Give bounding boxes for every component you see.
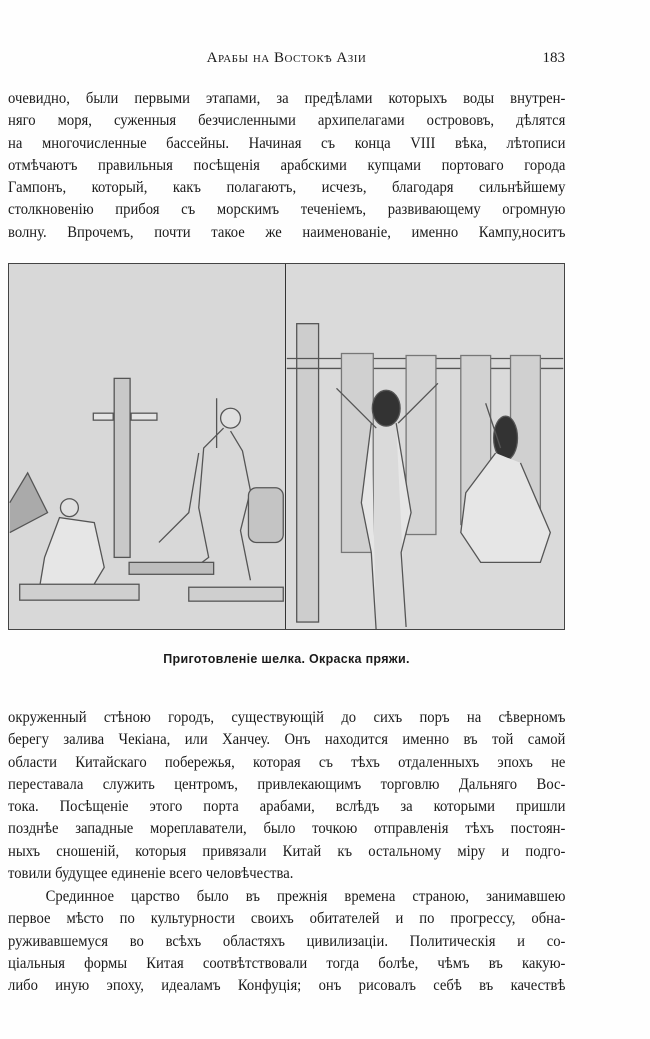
text-line: ныхъ сношеній, которыя привязали Китай къ остальному міру и подго- <box>8 842 566 860</box>
text-line: отмѣчаютъ правильныя посѣщенія арабскими купцами портоваго города <box>8 156 566 174</box>
text-line: руживавшемуся во всѣхъ областяхъ цивилизаціи. Политическія и со- <box>8 932 566 950</box>
text-line: Гампонъ, который, какъ полагаютъ, исчезъ, благодаря сильнѣйшему <box>8 179 566 197</box>
illustration-panel-silk-preparation <box>9 264 286 629</box>
text-line: переставала служить центромъ, привлекающимъ торговлю Дальняго Вос- <box>8 775 566 793</box>
illustration-panel-yarn-dyeing <box>286 264 564 629</box>
illustration-silk-dyeing <box>8 263 565 630</box>
text-line: позднѣе западные мореплаватели, было точкою отправленія тѣхъ постоян- <box>8 820 566 838</box>
text-line: очевидно, были первыми этапами, за предѣлами которыхъ воды внутрен- <box>8 90 566 107</box>
text-line: на многочисленные бассейны. Начиная съ конца VIII вѣка, лѣтописи <box>8 134 566 152</box>
text-line: столкновенію прибоя съ морскимъ теченіемъ, развивающему огромную <box>8 201 566 219</box>
page-number: 183 <box>542 50 565 66</box>
text-line: берегу залива Чекіана, или Ханчеу. Онъ находится именно въ той самой <box>8 731 566 749</box>
paragraph-3 <box>8 886 565 997</box>
text-line: няго моря, суженныя безчисленными архипелагами острововъ, дѣлятся <box>8 112 566 130</box>
page-header <box>8 50 565 72</box>
text-line: либо иную эпоху, идеаламъ Конфуція; онъ рисовалъ себѣ въ качествѣ <box>8 977 566 995</box>
figure-caption: Приготовленіе шелка. Окраска пряжи. <box>163 652 410 666</box>
text-line: области Китайскаго побережья, которая съ тѣхъ отдаленныхъ эпохъ не <box>8 753 566 771</box>
text-line: Срединное царство было въ прежнія времена страною, занимавшею <box>45 888 566 905</box>
text-line: тока. Посѣщеніе этого порта арабами, вслѣдъ за которыми пришли <box>8 798 566 816</box>
running-title: Арабы на Востокѣ Азіи <box>206 50 367 66</box>
text-line: окруженный стѣною городъ, существующій до сихъ поръ на сѣверномъ <box>8 709 566 726</box>
text-line: волну. Впрочемъ, почти такое же наименованіе, именно Кампу,носитъ <box>8 223 566 241</box>
paragraph-1 <box>8 88 565 244</box>
text-line: товили будущее единеніе всего человѣчества. <box>8 865 294 883</box>
text-line: первое мѣсто по культурности своихъ обитателей и по прогрессу, обна- <box>8 910 566 928</box>
text-line: ціальныя формы Китая соотвѣтствовали тогда болѣе, чѣмъ въ какую- <box>8 954 566 972</box>
paragraph-2 <box>8 707 565 885</box>
